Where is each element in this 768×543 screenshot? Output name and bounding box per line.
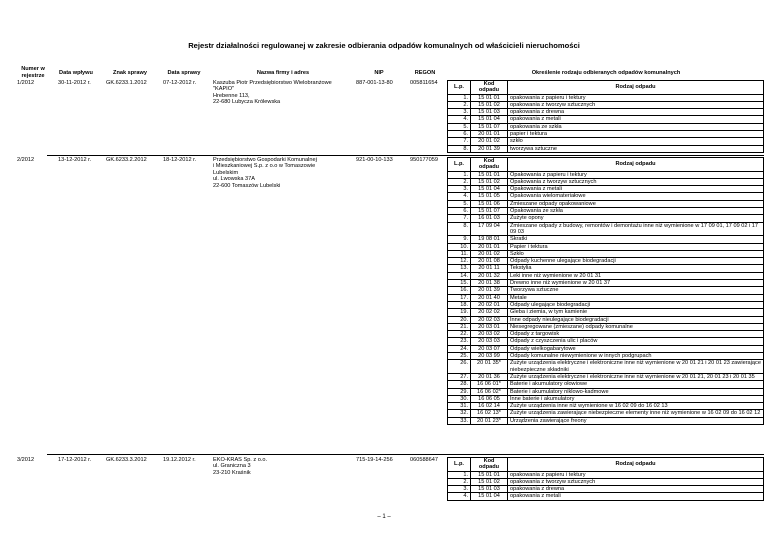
waste-rodzaj: Inne odpady nieulegające biodegradacji	[508, 316, 764, 323]
waste-lp: 13.	[448, 265, 471, 272]
waste-row	[448, 360, 764, 374]
waste-row	[448, 250, 764, 257]
waste-rodzaj: Szkło	[508, 250, 764, 257]
waste-kod: 20 03 02	[471, 331, 508, 338]
waste-lp: 8.	[448, 222, 471, 236]
header-regon: REGON	[414, 70, 436, 76]
waste-rodzaj: Drewno inne niż wymienione w 20 01 37	[508, 280, 764, 287]
waste-rodzaj: Odpady wielkogabarytowe	[508, 345, 764, 352]
waste-rodzaj: papier i tektura	[508, 131, 764, 138]
entry-regon: 005811654	[410, 80, 438, 86]
waste-lp: 28.	[448, 381, 471, 388]
waste-table	[447, 80, 764, 153]
waste-row	[448, 145, 764, 152]
waste-kod: 20 01 39	[471, 287, 508, 294]
waste-kod: 20 01 02	[471, 138, 508, 145]
waste-rodzaj: Papier i tektura	[508, 243, 764, 250]
entry-numer: 1/2012	[17, 80, 35, 86]
entry-numer: 2/2012	[17, 157, 35, 163]
waste-lp: 7.	[448, 215, 471, 222]
kod-header: Kod odpadu	[471, 158, 508, 172]
waste-rodzaj: Zużyte opony	[508, 215, 764, 222]
waste-rodzaj: Odpady komunalne niewymienione w innych podgrupach	[508, 353, 764, 360]
entry-znak: GK.6233.1.2012	[106, 80, 147, 86]
waste-rodzaj: opakowania z tworzyw sztucznych	[508, 101, 764, 108]
header-nip: NIP	[374, 70, 384, 76]
waste-kod: 15 01 01	[471, 94, 508, 101]
waste-kod: 20 01 39	[471, 145, 508, 152]
waste-kod: 15 01 02	[471, 478, 508, 485]
waste-rodzaj: Zużyte urządzenia inne niż wymienione w 16 02 09 do 16 02 13	[508, 403, 764, 410]
waste-lp: 25.	[448, 353, 471, 360]
waste-kod: 20 01 36	[471, 373, 508, 380]
waste-rodzaj: Opakowania wielomateriałowe	[508, 193, 764, 200]
waste-kod: 20 02 03	[471, 316, 508, 323]
waste-kod: 20 01 11	[471, 265, 508, 272]
waste-row	[448, 301, 764, 308]
waste-row	[448, 417, 764, 424]
waste-rodzaj: szkło	[508, 138, 764, 145]
waste-lp: 4.	[448, 193, 471, 200]
lp-header: L.p.	[448, 458, 471, 472]
rodzaj-header: Rodzaj odpadu	[508, 81, 764, 95]
waste-rodzaj: Odpady z targowisk	[508, 331, 764, 338]
waste-row	[448, 131, 764, 138]
waste-rodzaj: Opakowania ze szkła	[508, 208, 764, 215]
waste-kod: 20 01 32	[471, 272, 508, 279]
waste-kod: 20 02 01	[471, 301, 508, 308]
waste-rodzaj: Opakowania z tworzyw sztucznych	[508, 178, 764, 185]
entry-regon: 950177059	[410, 157, 438, 163]
waste-rodzaj: Tworzywa sztuczne	[508, 287, 764, 294]
waste-kod: 15 01 03	[471, 109, 508, 116]
waste-kod: 20 01 38	[471, 280, 508, 287]
waste-rodzaj: Zmieszane odpady z budowy, remontów i demontażu inne niż wymienione w 17 09 01, 17 09 02 i 17 09 03	[508, 222, 764, 236]
waste-kod: 15 01 03	[471, 486, 508, 493]
waste-row	[448, 116, 764, 123]
waste-row	[448, 123, 764, 130]
waste-lp: 1.	[448, 171, 471, 178]
waste-row	[448, 287, 764, 294]
waste-lp: 1.	[448, 471, 471, 478]
waste-rodzaj: Odpady kuchenne ulegające biodegradacji	[508, 258, 764, 265]
waste-row	[448, 403, 764, 410]
waste-row	[448, 381, 764, 388]
waste-lp: 14.	[448, 272, 471, 279]
waste-lp: 24.	[448, 345, 471, 352]
waste-lp: 12.	[448, 258, 471, 265]
waste-rodzaj: opakowania z drewna	[508, 486, 764, 493]
waste-row	[448, 486, 764, 493]
waste-rodzaj: Opakowania z metali	[508, 186, 764, 193]
entry-data-wplywu: 30-11-2012 r.	[58, 80, 91, 86]
waste-rodzaj: Skratki	[508, 236, 764, 243]
entry-data-wplywu: 13-12-2012 r.	[58, 157, 92, 163]
header-okreslenie: Określenie rodzaju odbieranych odpadów komunalnych	[531, 70, 681, 76]
waste-row	[448, 294, 764, 301]
entry-data-sprawy: 19.12.2012 r.	[163, 457, 196, 463]
waste-row	[448, 353, 764, 360]
waste-rodzaj: Gleba i ziemia, w tym kamienie	[508, 309, 764, 316]
waste-row	[448, 272, 764, 279]
waste-kod: 15 01 06	[471, 200, 508, 207]
waste-lp: 33.	[448, 417, 471, 424]
waste-rodzaj: Urządzenia zawierające freony	[508, 417, 764, 424]
waste-row	[448, 200, 764, 207]
waste-lp: 2.	[448, 478, 471, 485]
waste-row	[448, 178, 764, 185]
kod-header: Kod odpadu	[471, 458, 508, 472]
entry-data-sprawy: 18-12-2012 r.	[163, 157, 197, 163]
waste-lp: 7.	[448, 138, 471, 145]
waste-lp: 10.	[448, 243, 471, 250]
waste-lp: 3.	[448, 186, 471, 193]
waste-kod: 15 01 01	[471, 171, 508, 178]
waste-row	[448, 395, 764, 402]
page-title: Rejestr działalności regulowanej w zakresie odbierania odpadów komunalnych od właścicieli nieruchomości	[188, 41, 580, 50]
waste-table	[447, 157, 764, 425]
waste-row	[448, 138, 764, 145]
waste-row	[448, 331, 764, 338]
entry-znak: GK.6233.3.2012	[106, 457, 147, 463]
waste-lp: 22.	[448, 331, 471, 338]
entry-separator	[47, 454, 764, 455]
entry-data-sprawy: 07-12-2012 r.	[163, 80, 197, 86]
waste-lp: 6.	[448, 208, 471, 215]
waste-lp: 20.	[448, 316, 471, 323]
waste-rodzaj: opakowania z papieru i tektury	[508, 94, 764, 101]
waste-lp: 27.	[448, 373, 471, 380]
waste-lp: 15.	[448, 280, 471, 287]
waste-row	[448, 493, 764, 500]
waste-rodzaj: Inne baterie i akumulatory	[508, 395, 764, 402]
waste-row	[448, 478, 764, 485]
waste-kod: 16 02 13*	[471, 410, 508, 417]
waste-rodzaj: Opakowania z papieru i tektury	[508, 171, 764, 178]
waste-rodzaj: opakowania ze szkła	[508, 123, 764, 130]
waste-row	[448, 208, 764, 215]
entry-nip: 921-00-10-133	[356, 157, 393, 163]
waste-lp: 4.	[448, 493, 471, 500]
waste-rodzaj: Niesegregowane (zmieszane) odpady komunalne	[508, 323, 764, 330]
waste-kod: 20 03 07	[471, 345, 508, 352]
waste-row	[448, 258, 764, 265]
waste-kod: 20 02 02	[471, 309, 508, 316]
waste-lp: 18.	[448, 301, 471, 308]
waste-lp: 5.	[448, 200, 471, 207]
waste-row	[448, 280, 764, 287]
waste-rodzaj: Odpady z czyszczenia ulic i placów	[508, 338, 764, 345]
waste-row	[448, 193, 764, 200]
waste-rodzaj: opakowania z drewna	[508, 109, 764, 116]
waste-kod: 20 03 99	[471, 353, 508, 360]
entry-regon: 060588647	[410, 457, 438, 463]
waste-row	[448, 345, 764, 352]
waste-rodzaj: Zużyte urządzenia elektryczne i elektroniczne inne niż wymienione w 20 01 21 i 20 01 23 zawierające niebezpieczne składniki	[508, 360, 764, 374]
waste-row	[448, 388, 764, 395]
waste-kod: 15 01 07	[471, 123, 508, 130]
waste-kod: 20 01 35*	[471, 360, 508, 374]
waste-kod: 15 01 02	[471, 178, 508, 185]
waste-lp: 8.	[448, 145, 471, 152]
waste-kod: 16 06 02*	[471, 388, 508, 395]
waste-row	[448, 373, 764, 380]
waste-kod: 15 01 01	[471, 471, 508, 478]
entry-data-wplywu: 17-12-2012 r.	[58, 457, 92, 463]
waste-lp: 3.	[448, 109, 471, 116]
waste-row	[448, 94, 764, 101]
waste-row	[448, 101, 764, 108]
waste-row	[448, 338, 764, 345]
waste-rodzaj: Zużyte urządzenia elektryczne i elektroniczne inne niż wymienione w 20 01 21, 20 01 23 i 20 01 35	[508, 373, 764, 380]
waste-kod: 15 01 07	[471, 208, 508, 215]
lp-header: L.p.	[448, 158, 471, 172]
lp-header: L.p.	[448, 81, 471, 95]
waste-rodzaj: Zużyte urządzenia zawierające niebezpieczne elementy inne niż wymienione w 16 02 09 do 16 02 12	[508, 410, 764, 417]
waste-kod: 20 01 01	[471, 131, 508, 138]
waste-row	[448, 171, 764, 178]
waste-row	[448, 236, 764, 243]
entry-nazwa: Kaszuba Piotr Przedsiębiorstwo Wielobranżowe "KAPIO" Hrebenne 113, 22-680 Lubycza Królewska	[213, 80, 332, 106]
header-data-sprawy: Data sprawy	[167, 70, 201, 76]
header-numer: Numer w rejestrze	[21, 66, 45, 79]
entry-nazwa: Przedsiębiorstwo Gospodarki Komunalnej i Mieszkaniowej S.p. z o.o w Tomaszowie Lubelskim ul. Lwowska 37A 22-600 Tomaszów Lubelski	[213, 157, 317, 189]
waste-lp: 5.	[448, 123, 471, 130]
waste-kod: 15 01 02	[471, 101, 508, 108]
waste-kod: 15 01 05	[471, 193, 508, 200]
waste-lp: 2.	[448, 101, 471, 108]
waste-kod: 16 01 03	[471, 215, 508, 222]
waste-rodzaj: opakowania z metali	[508, 493, 764, 500]
waste-row	[448, 410, 764, 417]
waste-kod: 20 01 08	[471, 258, 508, 265]
header-data-wplywu: Data wpływu	[59, 70, 93, 76]
waste-lp: 11.	[448, 250, 471, 257]
waste-rodzaj: tworzywa sztuczne	[508, 145, 764, 152]
waste-lp: 6.	[448, 131, 471, 138]
waste-kod: 16 02 14	[471, 403, 508, 410]
waste-row	[448, 471, 764, 478]
page-footer: – 1 –	[377, 514, 391, 520]
kod-header: Kod odpadu	[471, 81, 508, 95]
waste-lp: 19.	[448, 309, 471, 316]
waste-lp: 23.	[448, 338, 471, 345]
rodzaj-header: Rodzaj odpadu	[508, 458, 764, 472]
waste-lp: 32.	[448, 410, 471, 417]
entry-znak: GK.6233.2.2012	[106, 157, 147, 163]
waste-lp: 1.	[448, 94, 471, 101]
waste-kod: 16 06 05	[471, 395, 508, 402]
waste-kod: 19 08 01	[471, 236, 508, 243]
entry-nazwa: EKO-KRAS Sp. z o.o. ul. Graniczna 3 23-210 Kraśnik	[213, 457, 268, 476]
waste-kod: 20 03 03	[471, 338, 508, 345]
waste-lp: 4.	[448, 116, 471, 123]
waste-rodzaj: Baterie i akumulatory ołowiowe	[508, 381, 764, 388]
waste-lp: 17.	[448, 294, 471, 301]
entry-numer: 3/2012	[17, 457, 35, 463]
waste-row	[448, 186, 764, 193]
waste-lp: 26.	[448, 360, 471, 374]
waste-kod: 16 06 01*	[471, 381, 508, 388]
entry-nip: 887-001-13-80	[356, 80, 393, 86]
waste-row	[448, 323, 764, 330]
waste-kod: 15 01 04	[471, 186, 508, 193]
waste-kod: 15 01 04	[471, 116, 508, 123]
waste-lp: 29.	[448, 388, 471, 395]
waste-lp: 30.	[448, 395, 471, 402]
waste-rodzaj: Odpady ulegające biodegradacji	[508, 301, 764, 308]
waste-lp: 3.	[448, 486, 471, 493]
rodzaj-header: Rodzaj odpadu	[508, 158, 764, 172]
waste-kod: 20 01 02	[471, 250, 508, 257]
waste-kod: 20 03 01	[471, 323, 508, 330]
header-nazwa: Nazwa firmy i adres	[256, 70, 310, 76]
waste-rodzaj: Leki inne niż wymienione w 20 01 31	[508, 272, 764, 279]
waste-rodzaj: Tekstylia	[508, 265, 764, 272]
waste-rodzaj: opakowania z tworzyw sztucznych	[508, 478, 764, 485]
waste-rodzaj: Zmieszane odpady opakowaniowe	[508, 200, 764, 207]
waste-row	[448, 265, 764, 272]
waste-kod: 20 01 01	[471, 243, 508, 250]
waste-rodzaj: opakowania z metali	[508, 116, 764, 123]
waste-row	[448, 243, 764, 250]
waste-lp: 21.	[448, 323, 471, 330]
entry-nip: 715-19-14-256	[356, 457, 393, 463]
waste-rodzaj: Metale	[508, 294, 764, 301]
waste-kod: 17 09 04	[471, 222, 508, 236]
waste-kod: 15 01 04	[471, 493, 508, 500]
waste-row	[448, 222, 764, 236]
waste-lp: 2.	[448, 178, 471, 185]
waste-kod: 20 01 23*	[471, 417, 508, 424]
waste-lp: 31.	[448, 403, 471, 410]
waste-kod: 20 01 40	[471, 294, 508, 301]
waste-rodzaj: opakowania z papieru i tektury	[508, 471, 764, 478]
waste-row	[448, 316, 764, 323]
waste-lp: 16.	[448, 287, 471, 294]
waste-row	[448, 309, 764, 316]
waste-row	[448, 109, 764, 116]
waste-lp: 9.	[448, 236, 471, 243]
entry-separator	[47, 155, 764, 156]
waste-table	[447, 457, 764, 501]
waste-row	[448, 215, 764, 222]
header-znak-sprawy: Znak sprawy	[113, 70, 147, 76]
waste-rodzaj: Baterie i akumulatory niklowo-kadmowe	[508, 388, 764, 395]
